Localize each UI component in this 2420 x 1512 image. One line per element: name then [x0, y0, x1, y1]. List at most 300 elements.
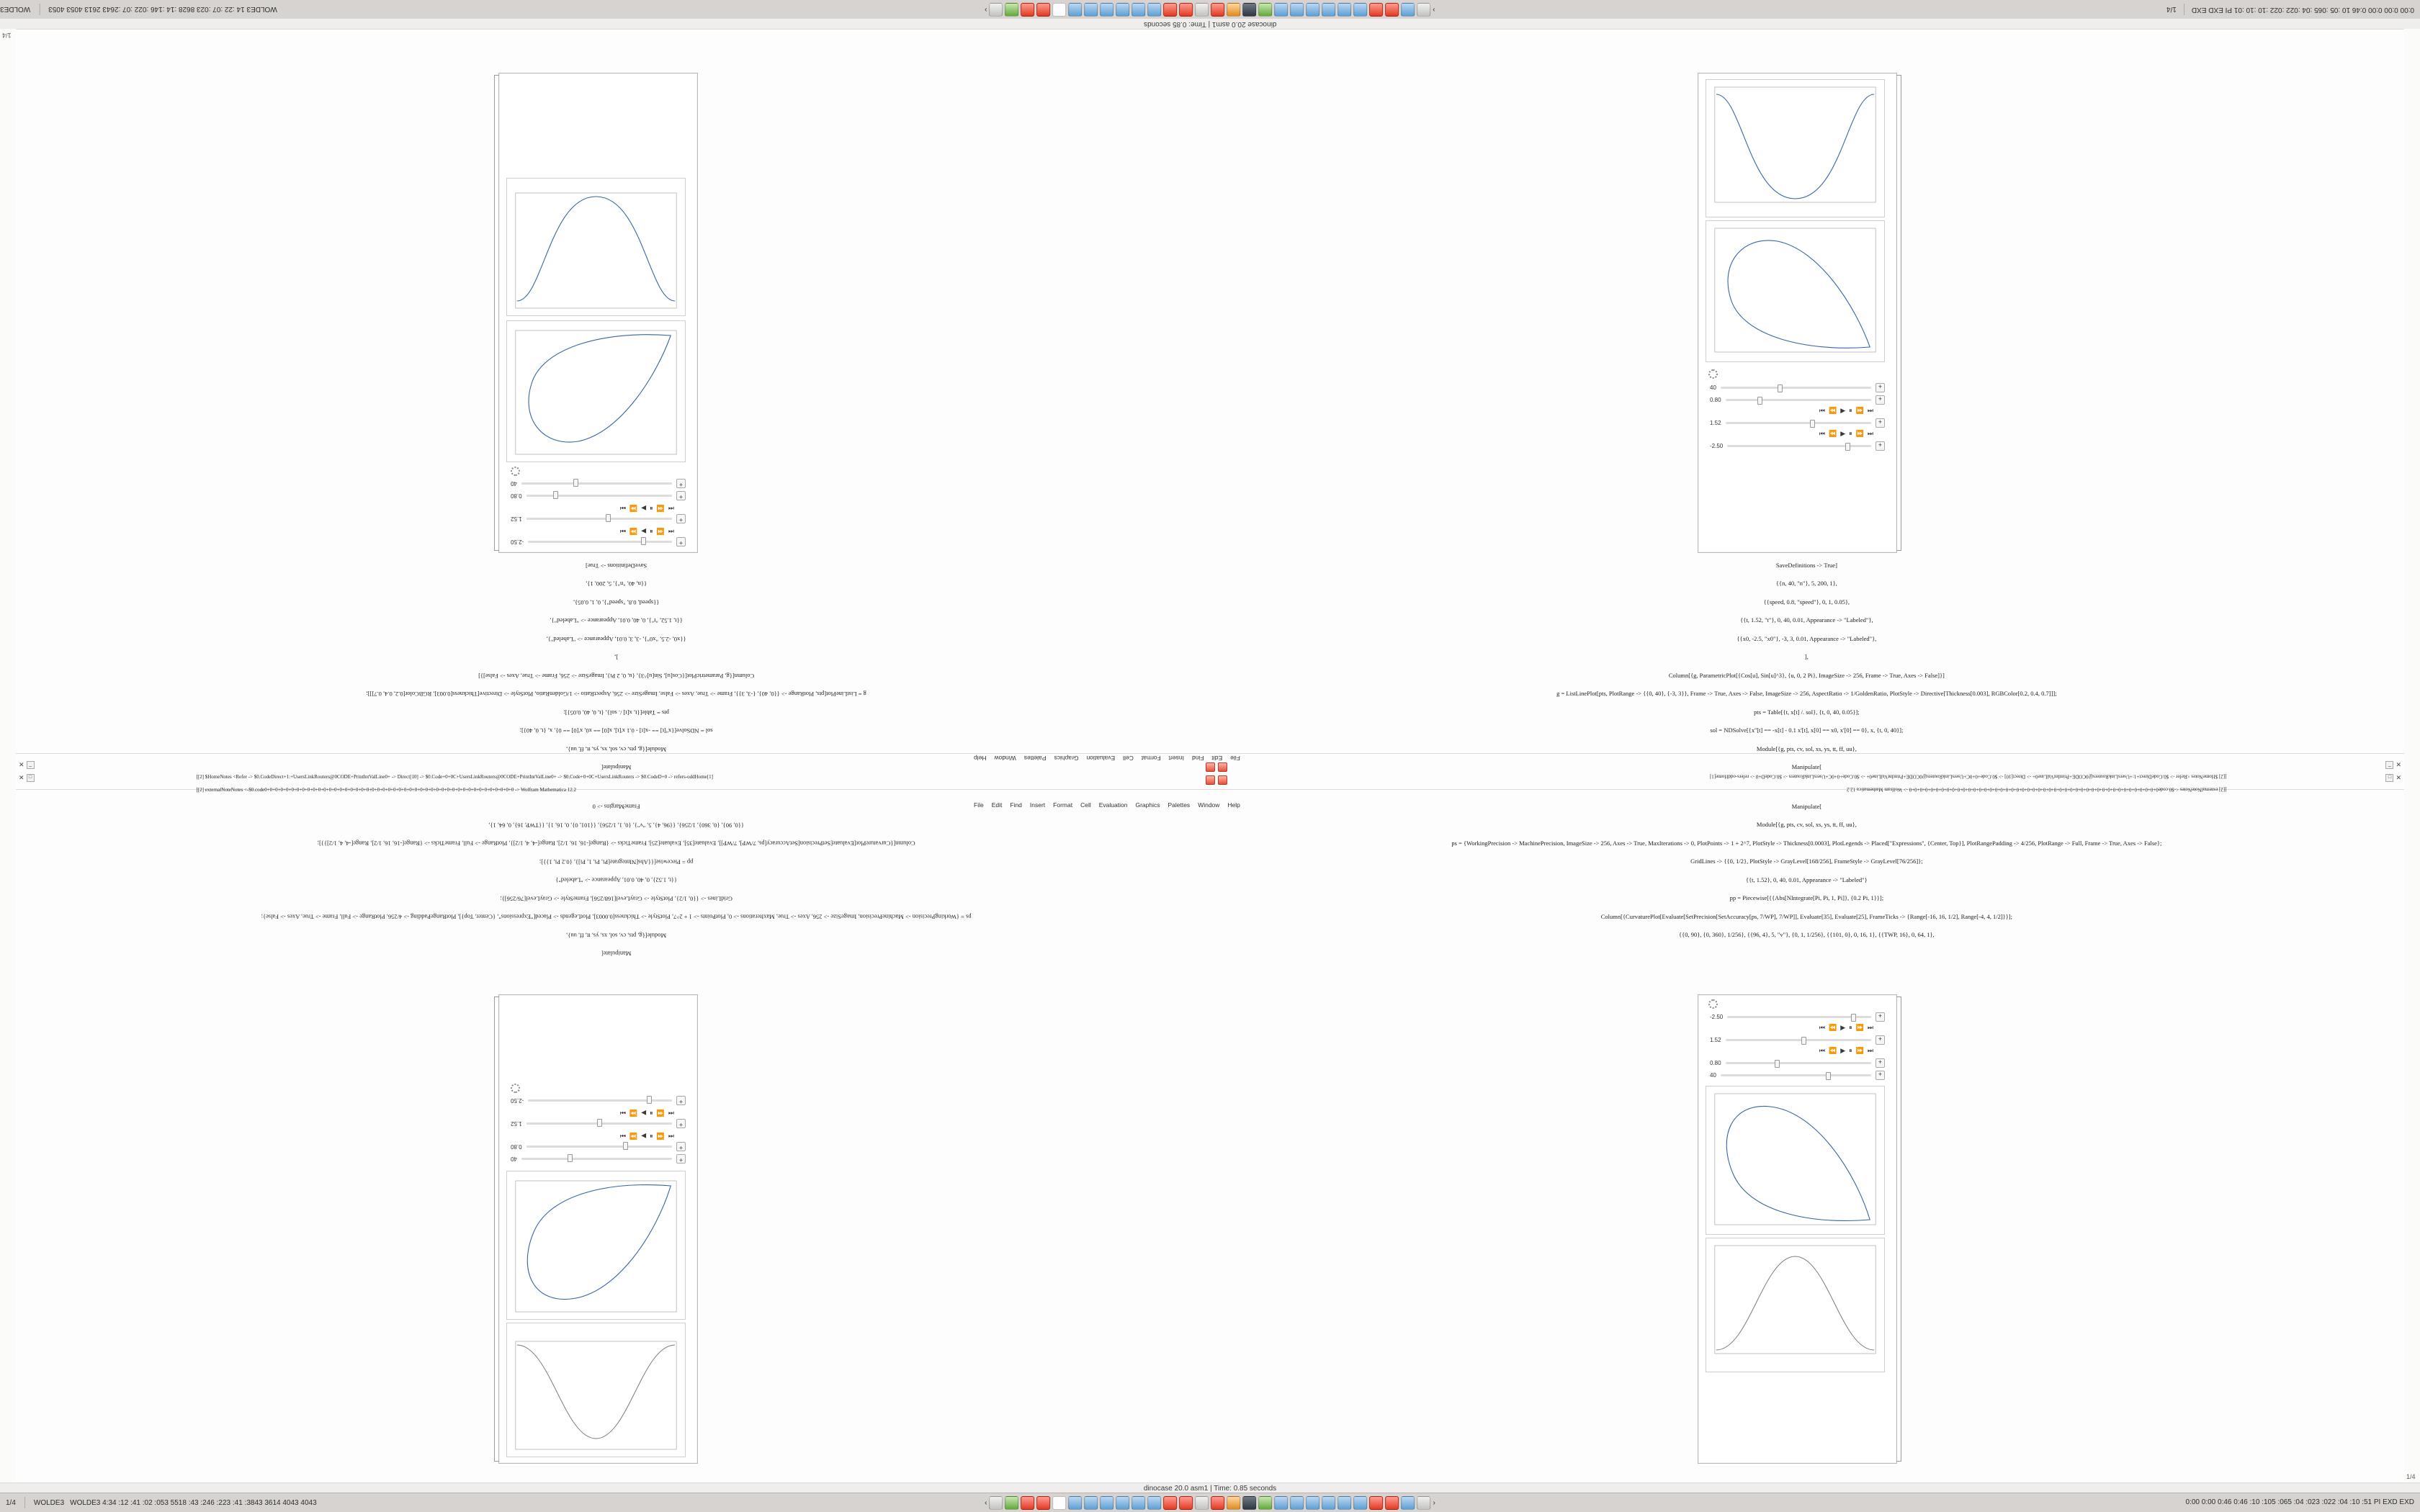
mathematica-icon[interactable] [1211, 3, 1225, 17]
control-row-n[interactable] [505, 1153, 691, 1165]
error-icon[interactable] [1218, 762, 1227, 772]
code-line: g = ListLinePlot[pts, PlotRange -> {{0, 40}, {-3, 3}}, Frame -> True, Axes -> False, ImageSize -> 256, AspectRatio -> 1/GoldenRatio, PlotStyle -> Directive[Thickness[0.003], RGBColor[0.2, 0.4, 0.7]]]; [1556, 690, 2057, 698]
code-line: pp = Piecewise[{{Abs[NIntegrate[Pi, Pi, 1, Pi]}, {0.2 Pi, 1}}]; [1729, 894, 1884, 902]
menu-item-format[interactable]: Format [1053, 801, 1073, 809]
value-t: 1.52 [1710, 420, 1721, 426]
notebook-canvas [16, 30, 2404, 1482]
slider-t[interactable] [526, 518, 672, 520]
menu-item-file[interactable]: File [974, 801, 984, 809]
control-row-speed[interactable] [505, 490, 691, 502]
mathematica-icon[interactable] [1164, 1496, 1178, 1510]
window-title-bar-top [0, 19, 2420, 30]
step-forward-icon[interactable]: ⏩ [1855, 430, 1864, 437]
image-viewer-icon[interactable] [1338, 3, 1352, 17]
gear-icon[interactable] [511, 467, 520, 476]
divider [24, 1497, 25, 1508]
window-title-bottom: dinocase 20.0 asm1 | Time: 0.85 seconds [1143, 1484, 1277, 1493]
menu-item-find[interactable]: Find [1192, 755, 1204, 762]
image-viewer-icon[interactable] [1148, 1496, 1162, 1510]
pause-icon[interactable]: ⏸ [1849, 1047, 1852, 1054]
animator-row-2[interactable] [505, 502, 691, 513]
step-back-icon[interactable]: ⏪ [656, 505, 665, 512]
control-row-x0[interactable] [1704, 1011, 1891, 1023]
cell-bracket[interactable] [494, 996, 499, 1462]
image-viewer-icon[interactable] [1275, 3, 1289, 17]
bottom-panel-clock-group [2186, 1499, 2414, 1507]
menu-item-insert[interactable]: Insert [1168, 755, 1184, 762]
step-forward-icon[interactable]: ⏩ [629, 528, 638, 535]
rewind-icon[interactable]: ⏮ [668, 505, 674, 512]
taskbar-prev-button[interactable]: ‹ [985, 5, 987, 14]
plus-icon[interactable]: + [676, 1142, 686, 1151]
value-n: 40 [511, 1156, 517, 1162]
files-icon[interactable] [990, 3, 1003, 17]
slider-x0[interactable] [528, 1099, 672, 1102]
mail-icon[interactable] [1227, 3, 1241, 17]
gear-icon[interactable] [1708, 369, 1718, 379]
pause-icon[interactable]: ⏸ [650, 505, 653, 512]
right-rail [2403, 29, 2420, 1483]
image-viewer-icon[interactable] [1116, 3, 1130, 17]
close-icon[interactable]: ✕ [19, 761, 24, 768]
taskbar-next-button[interactable]: › [1433, 5, 1435, 14]
animator-row-2[interactable] [1704, 406, 1891, 417]
bottom-panel-app-menu[interactable]: WOLDE3 [33, 1498, 65, 1507]
control-row-x0[interactable] [505, 536, 691, 548]
left-rail [0, 29, 17, 1483]
code-line: FrameMargins -> 0 [592, 803, 640, 811]
image-viewer-icon[interactable] [1354, 1496, 1368, 1510]
code-line: Module[{g, pts, cv, sol, xs, ys, tt, ff, uu}, [1756, 744, 1857, 752]
image-viewer-icon[interactable] [1307, 1496, 1320, 1510]
code-line: SaveDefinitions -> True] [586, 562, 647, 570]
text-editor-icon[interactable] [1053, 3, 1067, 17]
control-row-t[interactable] [505, 1117, 691, 1130]
bell-plot-bottom-left [506, 1323, 686, 1457]
image-viewer-icon[interactable] [1291, 1496, 1304, 1510]
parametric-plot-top-right [1706, 220, 1885, 362]
window-controls-right-bottom[interactable] [2385, 774, 2401, 782]
menubar-mirrored[interactable] [974, 755, 1240, 762]
slider-speed[interactable] [526, 495, 672, 497]
bottom-panel-workspace[interactable]: 1/4 [6, 1498, 16, 1507]
control-row-t[interactable] [1704, 417, 1891, 429]
code-line: ], [614, 654, 619, 661]
taskbar-next-button[interactable]: › [1433, 1498, 1435, 1507]
menu-item-cell[interactable]: Cell [1080, 801, 1091, 809]
code-line: Column[{CurvaturePlot[Evaluate[SetPrecision[SetAccuracy[ps, 7/WP], 7/WP]], Evaluate[35], Evaluate[25], FrameTicks -> {Range[-16, 16, 1/2], Range[-4, 4, 1/2]}}]; [1600, 912, 2013, 920]
play-icon[interactable]: ▶ [641, 505, 647, 512]
browser-icon[interactable] [1069, 3, 1083, 17]
code-line: pp = Piecewise[{{Abs[NIntegrate[Pi, Pi, 1, Pi]}, {0.2 Pi, 1}}]; [539, 858, 694, 865]
image-viewer-icon[interactable] [1275, 1496, 1289, 1510]
image-viewer-icon[interactable] [1132, 3, 1146, 17]
close-icon[interactable]: ✕ [2396, 774, 2401, 781]
play-icon[interactable]: ▶ [1840, 1024, 1846, 1031]
control-row-n[interactable] [505, 477, 691, 490]
window-title-bar-bottom [0, 1482, 2420, 1493]
divider [39, 4, 40, 15]
step-back-icon[interactable]: ⏪ [656, 1133, 665, 1140]
code-line: {{x0, -2.5, "x0"}, -3, 3, 0.01, Appearance -> "Labeled"}, [546, 635, 686, 643]
pause-icon[interactable]: ⏸ [650, 1110, 653, 1117]
code-line: ], [1804, 653, 1809, 661]
mathematica-icon[interactable] [1370, 3, 1384, 17]
plus-icon[interactable]: + [676, 1119, 686, 1128]
rewind-icon[interactable]: ⏭ [1867, 407, 1873, 414]
pause-icon[interactable]: ⏸ [1849, 1024, 1852, 1031]
error-badge-group-2[interactable] [1206, 775, 1227, 785]
fast-forward-icon[interactable]: ⏭ [619, 1133, 627, 1140]
code-line: g = ListLinePlot[pts, PlotRange -> {{0, 40}, {-3, 3}}, Frame -> True, Axes -> False, ImageSize -> 256, AspectRatio -> 1/GoldenRatio, PlotStyle -> Directive[Thickness[0.003], RGBColor[0.2, 0.4, 0.7]]]; [366, 690, 866, 698]
image-viewer-icon[interactable] [1402, 1496, 1415, 1510]
mathematica-icon[interactable] [1021, 1496, 1035, 1510]
code-cell-bottom-right[interactable] [1283, 793, 2321, 949]
bell-plot-bottom-right [1706, 1238, 1885, 1372]
settings-icon[interactable] [1243, 1496, 1257, 1510]
value-t: 1.52 [511, 1120, 522, 1127]
code-cell-bottom-left[interactable] [102, 793, 1139, 967]
step-back-icon[interactable]: ⏪ [1829, 430, 1837, 437]
mathematica-icon[interactable] [1037, 1496, 1051, 1510]
right-rail-label: 1/4 [2406, 1473, 2416, 1480]
gear-icon[interactable] [511, 1084, 520, 1093]
image-viewer-icon[interactable] [1101, 1496, 1114, 1510]
plus-icon[interactable]: + [676, 491, 686, 500]
mathematica-icon[interactable] [1180, 1496, 1193, 1510]
mathematica-icon[interactable] [1037, 3, 1051, 17]
value-n: 40 [1710, 384, 1716, 391]
code-line: {{t, 1.52, "t"}, 0, 40, 0.01, Appearance -> "Labeled"}, [550, 617, 683, 624]
code-line: {{speed, 0.8, "speed"}, 0, 1, 0.05}, [1763, 598, 1850, 606]
slider-x0[interactable] [1727, 445, 1871, 447]
bottom-panel [0, 1493, 2420, 1512]
value-x0: -2.50 [511, 539, 524, 545]
calculator-icon[interactable] [1196, 3, 1209, 17]
image-viewer-icon[interactable] [1101, 3, 1114, 17]
image-viewer-icon[interactable] [1116, 1496, 1130, 1510]
fast-forward-icon[interactable]: ⏮ [1819, 1047, 1826, 1054]
image-viewer-icon[interactable] [1148, 3, 1162, 17]
calculator-icon[interactable] [1196, 1496, 1209, 1510]
mathematica-icon[interactable] [1180, 3, 1193, 17]
error-icon[interactable] [1206, 775, 1215, 785]
slider-speed[interactable] [1726, 399, 1871, 401]
maximize-icon[interactable]: □ [27, 774, 35, 782]
code-line: {{speed, 0.8, "speed"}, 0, 1, 0.05}, [573, 598, 660, 606]
control-row-n[interactable] [1704, 382, 1891, 394]
menu-item-evaluation[interactable]: Evaluation [1086, 755, 1116, 762]
plus-icon[interactable]: + [676, 1154, 686, 1164]
top-taskbar [985, 3, 1435, 17]
play-icon[interactable]: ▶ [641, 1110, 647, 1117]
fast-forward-icon[interactable]: ⏭ [619, 528, 627, 535]
menu-item-cell[interactable]: Cell [1123, 755, 1134, 762]
slider-speed[interactable] [1726, 1062, 1871, 1064]
code-line: {{t, 1.52}, 0, 40, 0.01, Appearance -> "Labeled"} [555, 876, 677, 884]
code-line: Module[{g, pts, cv, sol, xs, ys, tt, ff, uu}, [1756, 821, 1857, 829]
code-line: pts = Table[{t, x[t] /. sol}, {t, 0, 40, 0.05}]; [563, 708, 669, 716]
slider-n[interactable] [1721, 387, 1871, 389]
step-forward-icon[interactable]: ⏩ [1855, 1024, 1864, 1031]
slider-x0[interactable] [528, 541, 672, 543]
center-code-line-2-mirrored[interactable] [1240, 778, 2234, 801]
taskbar-prev-button[interactable]: ‹ [985, 1498, 987, 1507]
code-line: Manipulate[ [601, 950, 632, 958]
music-icon[interactable] [1259, 3, 1273, 17]
code-line: {{x0, -2.5, "x0"}, -3, 3, 0.01, Appearance -> "Labeled"}, [1736, 634, 1877, 642]
teardrop-plot-bottom-right [1706, 1086, 1885, 1235]
minimize-icon[interactable]: _ [2385, 761, 2393, 769]
code-line: Column[{g, ParametricPlot[{Cos[u], Sin[u]^3}, {u, 0, 2 Pi}, ImageSize -> 256, Frame -> True, Axes -> False]}] [1668, 671, 1945, 679]
plus-icon[interactable]: + [1876, 395, 1885, 405]
rewind-icon[interactable]: ⏮ [668, 1133, 674, 1140]
play-icon[interactable]: ▶ [641, 1133, 647, 1140]
slider-t[interactable] [1726, 422, 1871, 424]
control-row-t[interactable] [1704, 1034, 1891, 1046]
image-viewer-icon[interactable] [1291, 3, 1304, 17]
slider-t[interactable] [526, 1122, 672, 1125]
plus-icon[interactable]: + [676, 479, 686, 488]
close-icon[interactable]: ✕ [19, 774, 24, 781]
top-panel-clock[interactable]: 0:00 0:00 0:00 0:46 10 :05 :065 :04 :022 :022 :10 :10 :01 PI EXD EXD [2191, 6, 2414, 14]
plus-icon[interactable]: + [676, 537, 686, 546]
plus-icon[interactable]: + [676, 1096, 686, 1105]
window-controls-left-top[interactable] [19, 761, 35, 769]
menubar[interactable] [974, 801, 1240, 809]
plus-icon[interactable]: + [1876, 383, 1885, 392]
settings-icon[interactable] [1243, 3, 1257, 17]
image-viewer-icon[interactable] [1322, 3, 1336, 17]
files-icon[interactable] [990, 1496, 1003, 1510]
animator-row-1[interactable] [505, 525, 691, 536]
mathematica-icon[interactable] [1021, 3, 1035, 17]
slider-x0[interactable] [1727, 1016, 1871, 1018]
code-line: GridLines -> {{0, 1/2}, PlotStyle -> GrayLevel[168/256], FrameStyle -> GrayLevel[76/256]}; [1690, 858, 1923, 865]
slider-n[interactable] [521, 1158, 672, 1160]
slider-n[interactable] [521, 482, 672, 485]
step-back-icon[interactable]: ⏪ [656, 1110, 665, 1117]
browser-icon[interactable] [1069, 1496, 1083, 1510]
error-icon[interactable] [1206, 762, 1215, 772]
step-back-icon[interactable]: ⏪ [1829, 1024, 1837, 1031]
mail-icon[interactable] [1227, 1496, 1241, 1510]
close-icon[interactable]: ✕ [2396, 761, 2401, 768]
code-line: {{0, 90}, {0, 360}, 1/256}, {{96, 4}, 5, "v"}, {0, 1, 1/256}, {{101, 0}, 0, 16, 1}, {{TWP, 16}, 0, 64, 1}, [488, 822, 744, 829]
step-forward-icon[interactable]: ⏩ [1855, 1047, 1864, 1054]
animator-row-1[interactable] [505, 1107, 691, 1117]
cell-bracket[interactable] [1896, 75, 1901, 551]
value-n: 40 [511, 480, 517, 487]
step-forward-icon[interactable]: ⏩ [1855, 407, 1864, 414]
plus-icon[interactable]: + [1876, 441, 1885, 451]
image-viewer-icon[interactable] [1085, 1496, 1098, 1510]
animator-row-2[interactable] [1704, 1046, 1891, 1057]
code-line: {{t, 1.52, "t"}, 0, 40, 0.01, Appearance -> "Labeled"}, [1740, 616, 1873, 624]
play-icon[interactable]: ▶ [1840, 1047, 1846, 1054]
top-panel-clock-group [2166, 4, 2414, 15]
teardrop-plot-bottom-left [506, 1171, 686, 1320]
step-back-icon[interactable]: ⏪ [656, 528, 665, 535]
image-viewer-icon[interactable] [1322, 1496, 1336, 1510]
control-row-n[interactable] [1704, 1069, 1891, 1081]
fast-forward-icon[interactable]: ⏮ [1819, 430, 1826, 437]
pause-icon[interactable]: ⏸ [1849, 430, 1852, 437]
bottom-taskbar [985, 1496, 1435, 1510]
control-row-x0[interactable] [1704, 440, 1891, 452]
rewind-icon[interactable]: ⏮ [668, 528, 674, 535]
code-line: SaveDefinitions -> True] [1775, 561, 1837, 569]
animator-row-1[interactable] [1704, 429, 1891, 440]
control-row-speed[interactable] [1704, 394, 1891, 406]
menu-item-window[interactable]: Window [994, 755, 1016, 762]
menu-item-format[interactable]: Format [1141, 755, 1161, 762]
menu-item-help[interactable]: Help [974, 755, 987, 762]
fast-forward-icon[interactable]: ⏭ [619, 505, 627, 512]
menu-item-palettes[interactable]: Palettes [1168, 801, 1191, 809]
rewind-icon[interactable]: ⏭ [1867, 1047, 1873, 1054]
code-line: ps = {WorkingPrecision -> MachinePrecision, ImageSize -> 256, Axes -> True, MaxIterations -> 0, PlotPoints -> 1 + 2^7, PlotStyle -> Thickness[0.0003], PlotLegends -> Placed["Expressions", {Center, Top}], PlotRangePadding -> 4/256, PlotRange -> Full, Frame -> True, Axes -> False}; [1451, 839, 2162, 847]
window-title: dinocase 20.0 asm1 | Time: 0.85 seconds [1143, 19, 1277, 28]
menu-item-graphics[interactable]: Graphics [1054, 755, 1079, 762]
menu-item-file[interactable]: File [1230, 755, 1240, 762]
text-editor-icon[interactable] [1053, 1496, 1067, 1510]
value-t: 1.52 [511, 516, 522, 522]
plus-icon[interactable]: + [676, 514, 686, 523]
image-viewer-icon[interactable] [1402, 3, 1415, 17]
manipulate-panel-top-right[interactable] [1698, 73, 1897, 553]
value-speed: 0.80 [511, 492, 522, 499]
menu-item-palettes[interactable]: Palettes [1023, 755, 1047, 762]
top-panel-app-menu[interactable]: WOLDE3 [0, 5, 31, 14]
manipulate-panel-top-left[interactable] [498, 73, 698, 553]
slider-speed[interactable] [526, 1146, 672, 1148]
error-icon[interactable] [1218, 775, 1227, 785]
plus-icon[interactable]: + [1876, 1012, 1885, 1022]
fast-forward-icon[interactable]: ⏮ [1819, 1024, 1826, 1031]
center-code-line-2[interactable] [189, 778, 1183, 801]
plus-icon[interactable]: + [1876, 1071, 1885, 1080]
bottom-panel-status: WOLDE3 4:34 :12 :41 :02 :053 5518 :43 :246 :223 :41 :3843 3614 4043 4043 [70, 1498, 317, 1507]
top-panel [0, 0, 2420, 19]
image-viewer-icon[interactable] [1338, 1496, 1352, 1510]
value-n: 40 [1710, 1072, 1716, 1079]
menu-item-window[interactable]: Window [1198, 801, 1220, 809]
code-line: {{0, 90}, {0, 360}, 1/256}, {{96, 4}, 5, "v"}, {0, 1, 1/256}, {{101, 0}, 0, 16, 1}, {{TWP, 16}, 0, 64, 1}, [1679, 931, 1935, 939]
window-controls-right-top[interactable] [2385, 761, 2401, 769]
play-icon[interactable]: ▶ [1840, 430, 1846, 437]
image-viewer-icon[interactable] [1307, 3, 1320, 17]
step-forward-icon[interactable]: ⏩ [629, 1110, 638, 1117]
rewind-icon[interactable]: ⏭ [1867, 430, 1873, 437]
value-t: 1.52 [1710, 1037, 1721, 1043]
menu-item-graphics[interactable]: Graphics [1135, 801, 1160, 809]
manipulate-panel-bottom-right[interactable] [1698, 994, 1897, 1464]
animator-row-2[interactable] [505, 1130, 691, 1140]
music-icon[interactable] [1259, 1496, 1273, 1510]
mathematica-icon[interactable] [1386, 1496, 1399, 1510]
code-line: GridLines -> {{0, 1/2}, PlotStyle -> GrayLevel[168/256], FrameStyle -> GrayLevel[76/256]}; [500, 895, 732, 902]
mathematica-icon[interactable] [1370, 1496, 1384, 1510]
maximize-icon[interactable]: □ [2385, 774, 2393, 782]
minimize-icon[interactable]: _ [27, 761, 35, 769]
pause-icon[interactable]: ⏸ [650, 528, 653, 535]
top-panel-workspace[interactable]: 1/4 [2166, 5, 2177, 14]
menu-item-evaluation[interactable]: Evaluation [1098, 801, 1128, 809]
manipulate-panel-bottom-left[interactable] [498, 994, 698, 1464]
image-viewer-icon[interactable] [1354, 3, 1368, 17]
play-icon[interactable]: ▶ [1840, 407, 1846, 414]
bottom-panel-clock[interactable]: 0:00 0:00 0:46 0:46 :10 :105 :065 :04 :023 :022 :04 :10 :51 PI EXD EXD [2185, 1498, 2414, 1506]
window-controls-left-bottom[interactable] [19, 774, 35, 782]
slider-n[interactable] [1721, 1074, 1871, 1076]
step-forward-icon[interactable]: ⏩ [629, 1133, 638, 1140]
animator-row-1[interactable] [1704, 1023, 1891, 1034]
code-line: [[2] $HomeNotes <Refer -> $0.CodeDirect+1:+UsersLinkRouters@0CODE+PrintIntValLine0+ -> Direct[10] -> $0.Code+0+0C+UsersLinkRouters@0CODE+PrintIntValLine0+ -> $0.Code+0+0C+UsersLinkRouters -> $0.CodeD+0 -> refers-oddHome[1] [1710, 774, 2227, 780]
pause-icon[interactable]: ⏸ [1849, 407, 1852, 414]
step-back-icon[interactable]: ⏪ [1829, 1047, 1837, 1054]
plus-icon[interactable]: + [1876, 1035, 1885, 1045]
plus-icon[interactable]: + [1876, 418, 1885, 428]
code-cell-top-right[interactable] [1283, 552, 2321, 781]
mathematica-icon[interactable] [1164, 3, 1178, 17]
value-x0: -2.50 [1710, 1014, 1724, 1020]
cell-bracket[interactable] [1896, 996, 1901, 1462]
menu-item-help[interactable]: Help [1227, 801, 1240, 809]
menu-item-insert[interactable]: Insert [1029, 801, 1046, 809]
gear-icon[interactable] [1708, 999, 1718, 1009]
control-row-x0[interactable] [505, 1094, 691, 1107]
step-back-icon[interactable]: ⏪ [1829, 407, 1837, 414]
step-forward-icon[interactable]: ⏩ [629, 505, 638, 512]
cell-bracket[interactable] [494, 75, 499, 551]
image-viewer-icon[interactable] [1417, 1496, 1431, 1510]
menu-item-edit[interactable]: Edit [991, 801, 1003, 809]
error-badge-group-1[interactable] [1206, 762, 1227, 772]
menu-item-edit[interactable]: Edit [1211, 755, 1223, 762]
mathematica-icon[interactable] [1211, 1496, 1225, 1510]
control-row-speed[interactable] [505, 1140, 691, 1153]
code-line: sol = NDSolve[{x''[t] == -x[t] - 0.1 x'[t], x[0] == x0, x'[0] == 0}, x, {t, 0, 40}]; [1710, 726, 1904, 734]
image-viewer-icon[interactable] [1085, 3, 1098, 17]
code-line: [[2] externalNoteNotes <-$0.code0+0+0+0+0+0+0+0+0+0+0+0+0+0+0+0+0+0+0+0+0+0+0+0+0+0+0+0+0+0+0+0+0+0+0+0+0+0+0+0+0+0+0+0+0+0+0 -> Wolfram Mathematica 12.2 [1847, 787, 2227, 793]
code-cell-top-left[interactable] [102, 552, 1139, 781]
pause-icon[interactable]: ⏸ [650, 1133, 653, 1140]
terminal-icon[interactable] [1005, 1496, 1019, 1510]
fast-forward-icon[interactable]: ⏭ [619, 1110, 627, 1117]
plus-icon[interactable]: + [1876, 1058, 1885, 1068]
image-viewer-icon[interactable] [1417, 3, 1431, 17]
mathematica-icon[interactable] [1386, 3, 1399, 17]
code-line: {{n, 40, "n"}, 5, 200, 1}, [586, 580, 647, 588]
play-icon[interactable]: ▶ [641, 528, 647, 535]
value-speed: 0.80 [1710, 1060, 1721, 1066]
slider-t[interactable] [1726, 1039, 1871, 1041]
image-viewer-icon[interactable] [1132, 1496, 1146, 1510]
bottom-panel-status-group [0, 1497, 317, 1508]
menu-item-find[interactable]: Find [1010, 801, 1022, 809]
parametric-plot-top-left [506, 320, 686, 462]
rewind-icon[interactable]: ⏭ [1867, 1024, 1873, 1031]
code-line: Module[{g, pts, cv, sol, xs, ys, tt, ff, uu}, [566, 932, 667, 939]
control-row-t[interactable] [505, 513, 691, 525]
control-row-speed[interactable] [1704, 1057, 1891, 1069]
top-panel-status-group [0, 4, 283, 15]
value-speed: 0.80 [511, 1143, 522, 1150]
rewind-icon[interactable]: ⏮ [668, 1110, 674, 1117]
terminal-icon[interactable] [1005, 3, 1019, 17]
fast-forward-icon[interactable]: ⏮ [1819, 407, 1826, 414]
